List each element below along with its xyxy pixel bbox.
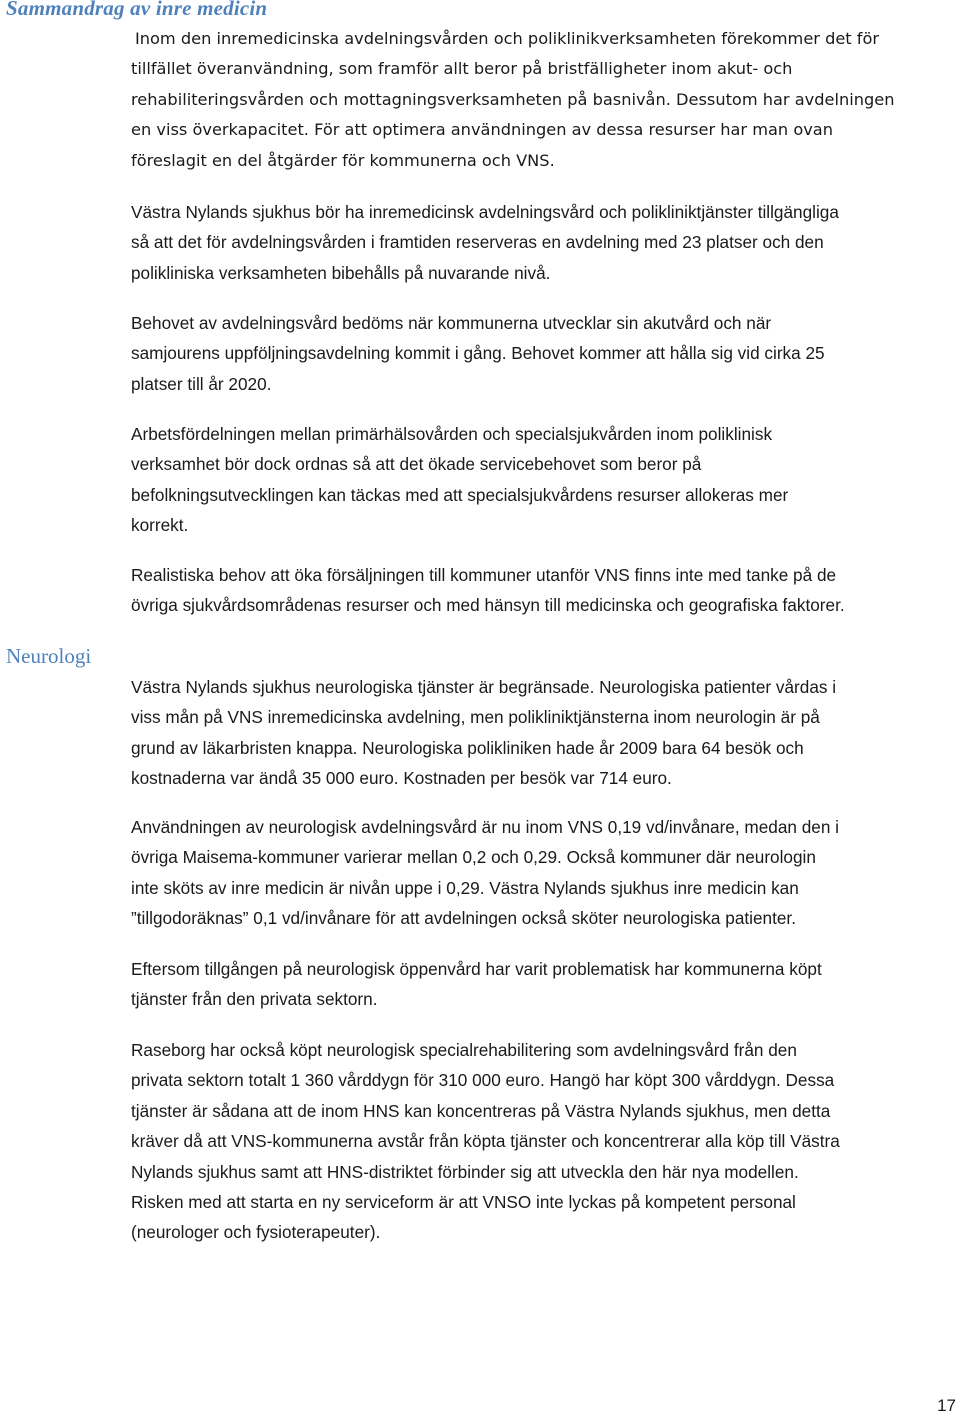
text-line: platser till år 2020. <box>131 373 272 394</box>
text-line: Användningen av neurologisk avdelningsvård är nu inom VNS 0,19 vd/invånare, medan den i <box>131 817 840 837</box>
text-line: så att det för avdelningsvården i framtiden reserveras en avdelning med 23 platser och den <box>131 232 824 253</box>
section-heading-inre-medicin: Sammandrag av inre medicin <box>6 0 268 20</box>
text-line: Risken med att starta en ny serviceform är att VNSO inte lyckas på kompetent personal <box>131 1192 796 1213</box>
text-line: rehabiliteringsvården och mottagningsverksamheten på basnivån. Dessutom har avdelningen <box>131 89 895 109</box>
text-line: grund av läkarbristen knappa. Neurologiska polikliniken hade år 2009 bara 64 besök och <box>131 737 804 758</box>
text-line: en viss överkapacitet. För att optimera användningen av dessa resurser har man ovan <box>131 120 833 140</box>
text-line: kostnaderna var ändå 35 000 euro. Kostnaden per besök var 714 euro. <box>131 768 672 789</box>
paragraph-7 <box>131 812 957 934</box>
text-line: ”tillgodoräknas” 0,1 vd/invånare för att avdelningen också sköter neurologiska patienter. <box>131 908 796 929</box>
paragraph-9 <box>131 1035 957 1248</box>
text-line: Eftersom tillgången på neurologisk öppenvård har varit problematisk har kommunerna köpt <box>131 959 822 979</box>
text-line: korrekt. <box>131 515 189 536</box>
text-line: befolkningsutvecklingen kan täckas med att specialsjukvårdens resurser allokeras mer <box>131 484 789 505</box>
paragraph-5 <box>131 560 957 621</box>
text-line: övriga sjukvårdsområdenas resurser och med hänsyn till medicinska och geografiska faktorer. <box>131 595 845 616</box>
text-line: polikliniska verksamheten bibehålls på nuvarande nivå. <box>131 262 551 283</box>
text-line: privata sektorn totalt 1 360 vårddygn för 310 000 euro. Hangö har köpt 300 vårddygn. Dessa <box>131 1070 835 1091</box>
paragraph-3 <box>131 308 957 399</box>
text-line: inte sköts av inre medicin är nivån uppe i 0,29. Västra Nylands sjukhus inre medicin kan <box>131 877 799 898</box>
text-line: Raseborg har också köpt neurologisk specialrehabilitering som avdelningsvård från den <box>131 1040 797 1060</box>
text-line: Västra Nylands sjukhus neurologiska tjänster är begränsade. Neurologiska patienter vårdas i <box>131 677 837 697</box>
text-line: övriga Maisema-kommuner varierar mellan 0,2 och 0,29. Också kommuner där neurologin <box>131 847 816 868</box>
page-number: 17 <box>937 1396 956 1415</box>
section-heading-neurologi: Neurologi <box>6 644 92 668</box>
text-line: viss mån på VNS inremedicinska avdelning, men polikliniktjänsterna inom neurologin är på <box>131 707 820 728</box>
text-line: tillfället överanvändning, som framför allt beror på bristfälligheter inom akut- och <box>131 59 793 79</box>
text-line: tjänster från den privata sektorn. <box>131 989 378 1010</box>
text-line: Nylands sjukhus samt att HNS-distriktet förbinder sig att utveckla den här nya modellen. <box>131 1161 799 1182</box>
text-line: Inom den inremedicinska avdelningsvården och poliklinikverksamheten förekommer det för <box>135 29 880 48</box>
text-line: verksamhet bör dock ordnas så att det ökade servicebehovet som beror på <box>131 454 702 475</box>
paragraph-2 <box>131 197 957 288</box>
text-line: tjänster är sådana att de inom HNS kan koncentreras på Västra Nylands sjukhus, men detta <box>131 1100 831 1121</box>
text-line: kräver då att VNS-kommunerna avstår från köpta tjänster och koncentrerar alla köp till Västra <box>131 1131 840 1152</box>
paragraph-8 <box>131 954 957 1015</box>
paragraph-4 <box>131 419 957 541</box>
text-line: föreslagit en del åtgärder för kommunerna och VNS. <box>131 150 555 170</box>
text-line: Realistiska behov att öka försäljningen till kommuner utanför VNS finns inte med tanke på de <box>131 565 837 585</box>
paragraph-1 <box>131 24 957 176</box>
text-line: (neurologer och fysioterapeuter). <box>131 1222 381 1243</box>
text-line: Västra Nylands sjukhus bör ha inremedicinsk avdelningsvård och polikliniktjänster tillgängliga <box>131 202 839 222</box>
text-line: Arbetsfördelningen mellan primärhälsovården och specialsjukvården inom poliklinisk <box>131 424 773 444</box>
text-line: samjourens uppföljningsavdelning kommit i gång. Behovet kommer att hålla sig vid cirka 25 <box>131 343 825 364</box>
text-line: Behovet av avdelningsvård bedöms när kommunerna utvecklar sin akutvård och när <box>131 313 772 333</box>
paragraph-6 <box>131 672 957 794</box>
